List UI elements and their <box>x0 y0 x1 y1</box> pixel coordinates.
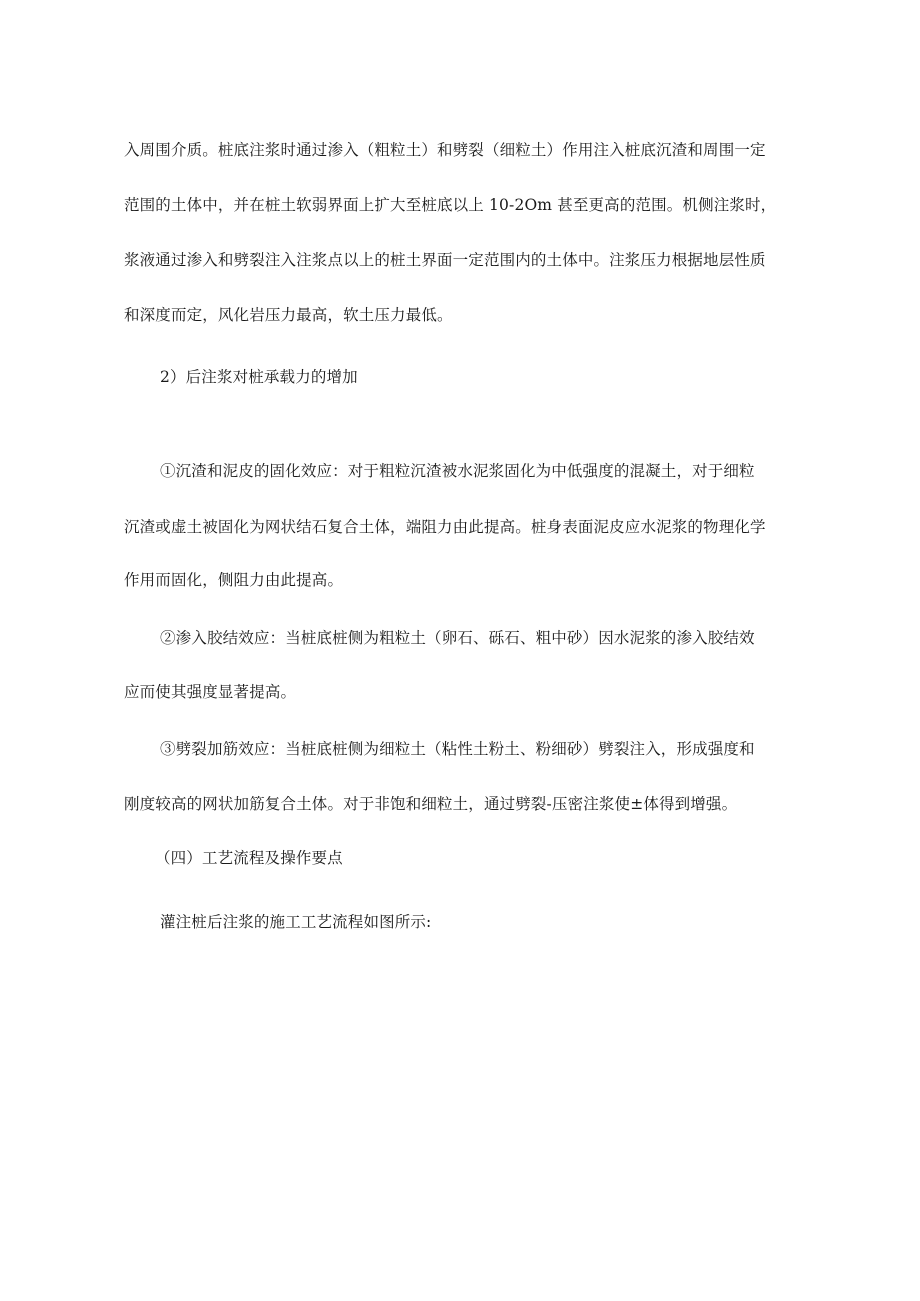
section-heading: 2）后注浆对桩承载力的增加 <box>160 368 358 386</box>
paragraph-line: 浆液通过渗入和劈裂注入注浆点以上的桩土界面一定范围内的土体中。注浆压力根据地层性质 <box>124 251 766 269</box>
paragraph-line: ②渗入胶结效应：当桩底桩侧为粗粒土（卵石、砾石、粗中砂）因水泥浆的渗入胶结效 <box>160 629 755 647</box>
paragraph-line: 作用而固化，侧阻力由此提高。 <box>124 571 344 589</box>
paragraph-line: 灌注桩后注浆的施工工艺流程如图所示: <box>160 913 432 931</box>
paragraph-line: 入周围介质。桩底注浆时通过渗入（粗粒土）和劈裂（细粒土）作用注入桩底沉渣和周围一定 <box>124 141 766 159</box>
section-heading: （四）工艺流程及操作要点 <box>155 849 343 867</box>
paragraph-line: 应而使其强度显著提高。 <box>124 683 297 701</box>
paragraph-line: 范围的土体中，并在桩土软弱界面上扩大至桩底以上 10-2Om 甚至更高的范围。机侧注浆时， <box>124 196 777 214</box>
paragraph-line: ③劈裂加筋效应：当桩底桩侧为细粒土（粘性土粉土、粉细砂）劈裂注入，形成强度和 <box>160 740 755 758</box>
paragraph-line: 和深度而定，风化岩压力最高，软土压力最低。 <box>124 306 453 324</box>
paragraph-line: ①沉渣和泥皮的固化效应：对于粗粒沉渣被水泥浆固化为中低强度的混凝土，对于细粒 <box>160 462 755 480</box>
paragraph-line: 刚度较高的网状加筋复合土体。对于非饱和细粒土，通过劈裂-压密注浆使±体得到增强。 <box>124 795 738 813</box>
paragraph-line: 沉渣或虚土被固化为网状结石复合土体，端阻力由此提高。桩身表面泥皮应水泥浆的物理化学 <box>124 518 766 536</box>
